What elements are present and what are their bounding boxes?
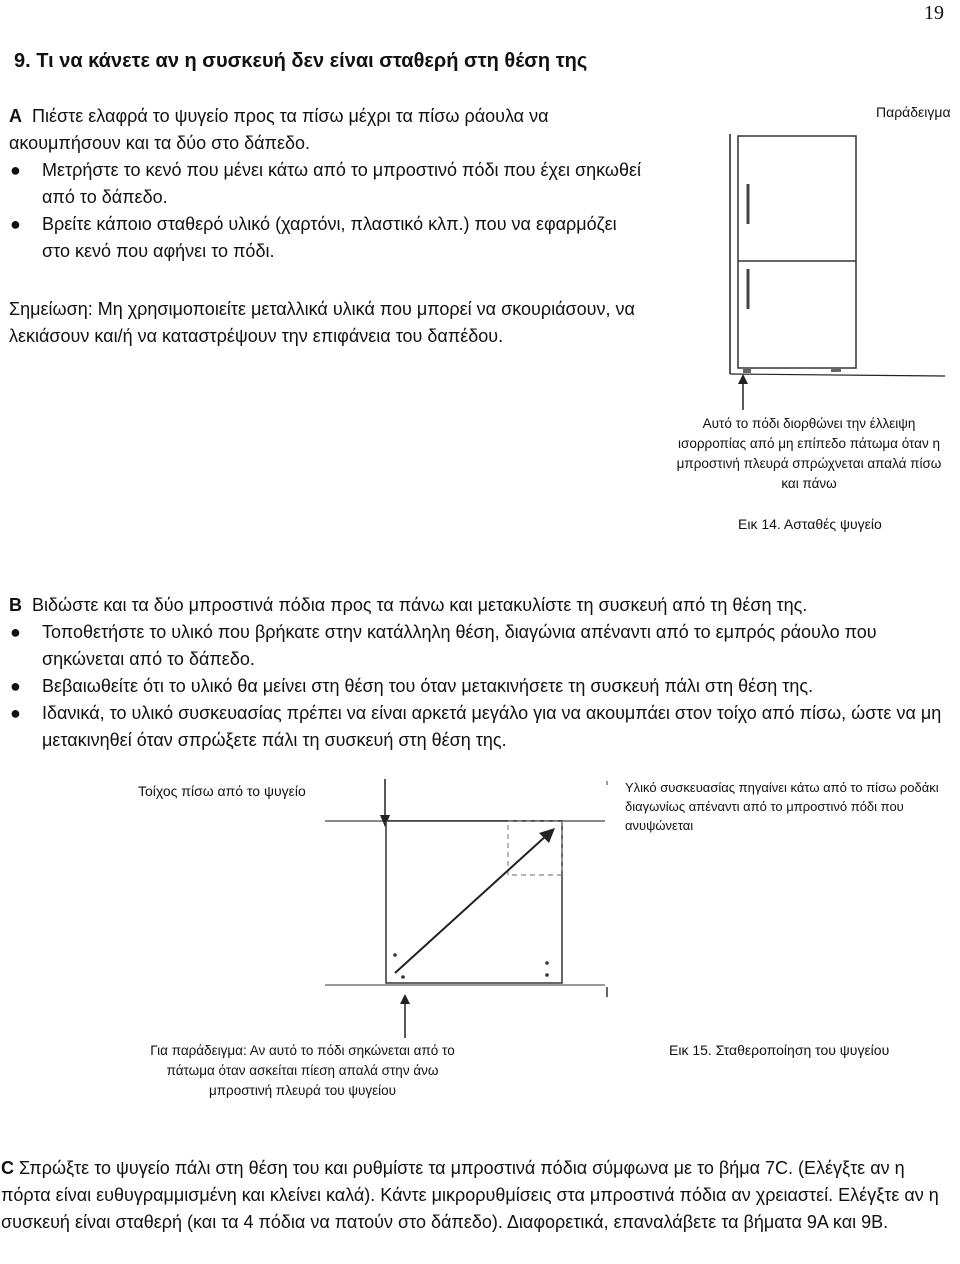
section-title: 9. Τι να κάνετε αν η συσκευή δεν είναι σταθερή στη θέση της — [14, 50, 588, 72]
step-a-intro-text: Πιέστε ελαφρά το ψυγείο προς τα πίσω μέχρι τα πίσω ράουλα να ακουμπήσουν και τα δύο στο δάπεδο. — [9, 106, 549, 153]
figure-14-caption: Εικ 14. Ασταθές ψυγείο — [738, 516, 882, 532]
step-b-intro — [9, 592, 954, 619]
step-a-intro — [9, 103, 649, 157]
figure-15-front-arrow — [395, 992, 415, 1040]
figure-15-packing-label: Υλικό συσκευασίας πηγαίνει κάτω από το πίσω ροδάκι διαγωνίως απέναντι από το μπροστινό πόδι που ανυψώνεται — [625, 780, 939, 833]
bullet-icon: ● — [10, 676, 21, 696]
step-b-block — [9, 592, 954, 754]
step-b-bullet-text: Ιδανικά, το υλικό συσκευασίας πρέπει να είναι αρκετά μεγάλο για να ακουμπάει στον τοίχο από πίσω, ώστε να μη μετακινηθεί όταν σπρώξετε πάλι τη συσκευή στη θέση της. — [42, 703, 942, 750]
figure-14-annotation: Αυτό το πόδι διορθώνει την έλλειψη ισορροπίας από μη επίπεδο πάτωμα όταν η μπροστινή πλευρά σπρώχνεται απαλά πίσω και πάνω — [676, 416, 942, 491]
foot-dot — [545, 961, 549, 965]
fridge-body — [738, 136, 856, 368]
step-c-letter: C — [1, 1158, 14, 1178]
page-number: 19 — [924, 2, 944, 24]
arrow-head — [738, 374, 748, 384]
foot-dot — [545, 973, 549, 977]
step-a-note: Σημείωση: Μη χρησιμοποιείτε μεταλλικά υλικά που μπορεί να σκουριάσουν, να λεκιάσουν και/ή να καταστρέψουν την επιφάνεια του δαπέδου. — [9, 299, 635, 346]
figure-14-fridge-drawing — [715, 124, 945, 414]
bullet-icon: ● — [10, 622, 21, 642]
step-b-bullet-text: Τοποθετήστε το υλικό που βρήκατε στην κατάλληλη θέση, διαγώνια απέναντι από το εμπρός ράουλο που σηκώνεται από το δάπεδο. — [42, 622, 877, 669]
figure-14-example-label: Παράδειγμα — [876, 104, 951, 120]
step-b-bullet-text: Βεβαιωθείτε ότι το υλικό θα μείνει στη θέση του όταν μετακινήσετε τη συσκευή πάλι στη θέση της. — [42, 676, 814, 696]
step-b-bullet — [9, 673, 954, 700]
step-a-letter: A — [9, 106, 22, 126]
foot-dot — [401, 975, 405, 979]
step-b-intro-text: Βιδώστε και τα δύο μπροστινά πόδια προς τα πάνω και μετακυλίστε τη συσκευή από τη θέση της. — [32, 595, 808, 615]
step-a-block — [9, 103, 649, 265]
bullet-icon: ● — [10, 214, 21, 234]
step-a-bullet — [9, 157, 649, 211]
figure-15-wall-label: Τοίχος πίσω από το ψυγείο — [138, 783, 306, 799]
foot-dot — [393, 953, 397, 957]
step-a-bullet-text: Βρείτε κάποιο σταθερό υλικό (χαρτόνι, πλαστικό κλπ.) που να εφαρμόζει στο κενό που αφήνει το πόδι. — [42, 214, 617, 261]
floor-line — [730, 374, 945, 376]
front-foot — [743, 368, 751, 373]
step-b-bullet — [9, 700, 954, 754]
figure-15-example-label: Για παράδειγμα: Αν αυτό το πόδι σηκώνεται από το πάτωμα όταν ασκείται πίεση απαλά στην άνω μπροστινή πλευρά του ψυγείου — [150, 1043, 455, 1098]
step-a-bullet-text: Μετρήστε το κενό που μένει κάτω από το μπροστινό πόδι που έχει σηκωθεί από το δάπεδο. — [42, 160, 641, 207]
step-c-block — [1, 1155, 941, 1236]
figure-15-fridge-topview — [325, 775, 615, 1005]
figure-15-caption: Εικ 15. Σταθεροποίηση του ψυγείου — [669, 1042, 890, 1058]
rear-roller — [831, 368, 841, 372]
step-b-bullet — [9, 619, 954, 673]
step-a-bullet — [9, 211, 649, 265]
step-b-letter: B — [9, 595, 22, 615]
step-c-text: Σπρώξτε το ψυγείο πάλι στη θέση του και ρυθμίστε τα μπροστινά πόδια σύμφωνα με το βήμα 7C. (Ελέγξτε αν η πόρτα είναι ευθυγραμμισμένη και κλείνει καλά). Κάντε μικρορυθμίσεις στα μπροστινά πόδια αν χρειαστεί. Ελέγξτε αν η συσκευή είναι σταθερή (και τα 4 πόδια να πατούν στο δάπεδο). Διαφορετικά, επαναλάβετε τα βήματα 9A και 9B. — [1, 1158, 939, 1232]
bullet-icon: ● — [10, 703, 21, 723]
bullet-icon: ● — [10, 160, 21, 180]
